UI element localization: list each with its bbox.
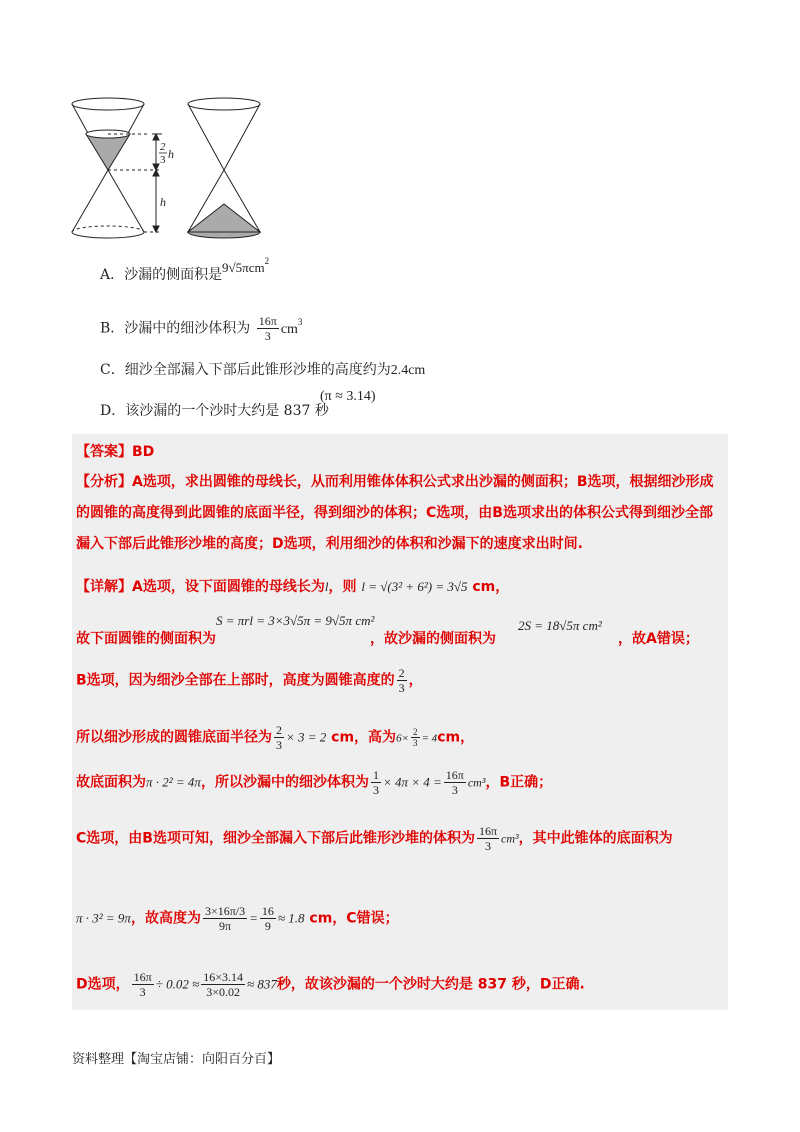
detail-line-7: π · 3² = 9π，故高度为 $\frac{3\times 16\pi/3}{9\pi}$ = $\frac{16}{9}$ ≈ 1.8 cm，C错误； bbox=[76, 904, 399, 933]
option-b-fraction: $\frac{16\pi}{3}$ bbox=[258, 314, 277, 343]
option-d-math: (π ≈ 3.14) bbox=[320, 389, 376, 404]
option-b: B．沙漏中的细沙体积为 $\frac{16\pi}{3}$ $cm^3$ bbox=[100, 314, 303, 343]
detail-line-1: 【详解】A选项，设下面圆锥的母线长为l，则 l = √(3² + 6²) = 3√5 cm， bbox=[76, 579, 510, 595]
label-two-thirds-h: 2 bbox=[160, 141, 166, 153]
slant-length-formula: l = √(3² + 6²) = 3√5 bbox=[361, 579, 468, 594]
svg-text:h: h bbox=[168, 147, 174, 161]
left-hourglass bbox=[72, 98, 162, 238]
right-hourglass bbox=[188, 98, 260, 238]
option-d: D．该沙漏的一个沙时大约是 837 秒 bbox=[100, 403, 329, 419]
analysis-line-3: 漏入下部后此锥形沙堆的高度；D选项，利用细沙的体积和沙漏下的速度求出时间. bbox=[76, 536, 583, 552]
detail-line-6: C选项，由B选项可知，细沙全部漏入下部后此锥形沙堆的体积为 $\frac{16\pi}{3}$ cm³，其中此锥体的底面积为 bbox=[76, 824, 673, 853]
answer-line: 【答案】BD bbox=[76, 444, 155, 460]
detail-line-2-formula: S = πrl = 3×3√5π = 9√5π cm² bbox=[216, 613, 375, 628]
detail-line-2-formula2: 2S = 18√5π cm² bbox=[518, 618, 602, 633]
detail-line-2c: ，故A错误； bbox=[618, 631, 699, 647]
detail-line-3: B选项，因为细沙全部在上部时，高度为圆锥高度的 $\frac{2}{3}$ ， bbox=[76, 666, 423, 695]
hourglass-figure bbox=[66, 96, 266, 246]
detail-line-5: 故底面积为π · 2² = 4π，所以沙漏中的细沙体积为 $\frac{1}{3}$ × 4π × 4 = $\frac{16\pi}{3}$ cm³，B正确； bbox=[76, 768, 553, 797]
detail-line-4: 所以细沙形成的圆锥底面半径为 $\frac{2}{3}$ × 3 = 2 cm，高为6× $\frac{2}{3}$ = 4cm， bbox=[76, 723, 475, 752]
detail-line-2b: ，故沙漏的侧面积为 bbox=[370, 631, 496, 647]
option-c: C．细沙全部漏入下部后此锥形沙堆的高度约为2.4cm bbox=[100, 362, 426, 378]
option-a: A．沙漏的侧面积是 bbox=[100, 267, 223, 283]
detail-line-8: D选项， $\frac{16\pi}{3}$ ÷ 0.02 ≈ $\frac{16\times 3.14}{3\times 0.02}$ ≈ 837秒，故该沙漏的一个沙时大约是 837 秒，D正确. bbox=[76, 970, 585, 999]
detail-line-2: 故下面圆锥的侧面积为 bbox=[76, 631, 216, 647]
svg-text:3: 3 bbox=[160, 154, 166, 166]
footer-source: 资料整理【淘宝店铺：向阳百分百】 bbox=[72, 1052, 281, 1067]
label-h: h bbox=[160, 195, 166, 209]
analysis-line-2: 的圆锥的高度得到此圆锥的底面半径，得到细沙的体积；C选项，由B选项求出的体积公式得到细沙全部 bbox=[76, 505, 713, 521]
option-a-math: 9√5πcm$^2$ bbox=[222, 256, 270, 275]
analysis-line-1: 【分析】A选项，求出圆锥的母线长，从而利用锥体体积公式求出沙漏的侧面积；B选项，根据细沙形成 bbox=[76, 474, 714, 490]
